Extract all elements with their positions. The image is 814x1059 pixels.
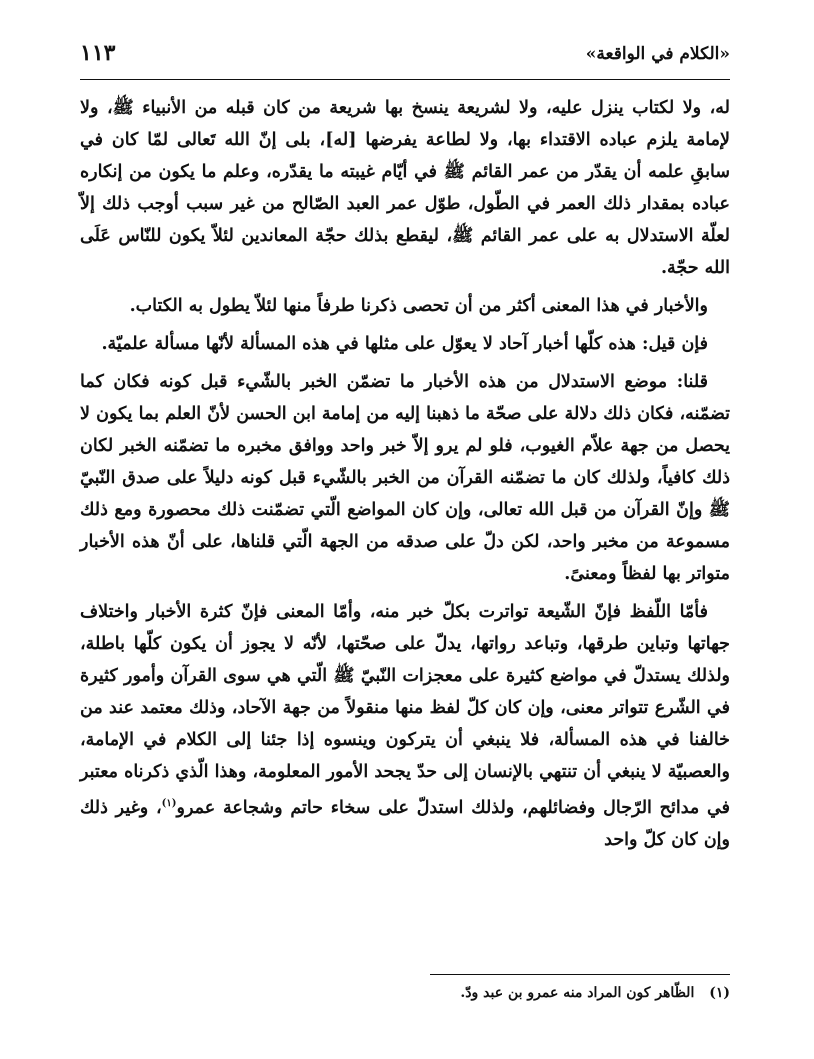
paragraph: له، ولا لكتاب ينزل عليه، ولا لشريعة ينسخ بها شريعة من كان قبله من الأنبياء ﷺ، ولا لإمامة يلزم عباده الاقتداء بها، ولا لطاعة يفرضها [له]، بلى إنّ الله تَعالى لمّا كان في سابقِ علمه أن يقدّر من عمر القائم ﷺ في أيّام غيبته ما يقدّره، وعلم ما يكون من إنكاره عباده بمقدار ذلك العمر في الطّول، طوّل عمر العبد الصّالح من غير سبب أوجب ذلك إلاّ لعلّة الاستدلال به على عمر القائم ﷺ، ليقطع بذلك حجّة المعاندين لئلاّ يكون للنّاس عَلَى الله حجّة. xyxy=(80,98,730,278)
footnote-text: الظّاهر كون المراد منه عمرو بن عبد ودّ. xyxy=(460,985,695,1001)
footnote xyxy=(80,985,730,1001)
main-text xyxy=(80,92,730,862)
header-divider xyxy=(80,79,730,80)
paragraph: قلنا: موضع الاستدلال من هذه الأخبار ما تضمّن الخبر بالشّيء قبل كونه فكان كما تضمّنه، فكان ذلك دلالة على صحّة ما ذهبنا إليه من إمامة ابن الحسن لأنّ العلم بما يكون لا يحصل من جهة علاّم الغيوب، فلو لم يرو إلاّ خبر واحد ووافق مخبره ما تضمّنه الخبر لكان ذلك كافياً، ولذلك كان ما تضمّنه القرآن من الخبر بالشّيء قبل كونه دليلاً على صدق النّبيّ ﷺ وإنّ القرآن من قبل الله تعالى، وإن كان المواضع الّتي تضمّنت ذلك محصورة ومع ذلك مسموعة من مخبر واحد، لكن دلّ على صدقه من الجهة الّتي قلناها، على أنّ هذه الأخبار متواتر بها لفظاً ومعنىً. xyxy=(80,372,730,584)
footnote-reference[interactable]: (١) xyxy=(161,798,177,809)
running-title: «الكلام في الواقعة» xyxy=(585,44,730,64)
page-header xyxy=(80,40,730,78)
footnote-number: (١) xyxy=(709,985,730,1001)
page-number: ١١٣ xyxy=(80,40,116,66)
paragraph: فإن قيل: هذه كلّها أخبار آحاد لا يعوّل على مثلها في هذه المسألة لأنّها مسألة علميّة. xyxy=(101,334,708,354)
paragraph xyxy=(80,596,730,856)
paragraph-text: فأمّا اللّفظ فإنّ الشّيعة تواترت بكلّ خبر منه، وأمّا المعنى فإنّ كثرة الأخبار واختلاف جهاتها وتباين طرقها، وتباعد رواتها، يدلّ على صحّتها، لأنّه لا يجوز أن يكون كلّها باطلة، ولذلك يستدلّ في مواضع كثيرة على معجزات النّبيّ ﷺ الّتي هي سوى القرآن وأمور كثيرة في الشّرع تتواتر معنى، وإن كان كلّ لفظ منها منقولاً من جهة الآحاد، وذلك معتمد عند من خالفنا في هذه المسألة، فلا ينبغي أن يتركون وينسوه إذا جئنا إلى الكلام في الإمامة، والعصبيّة لا ينبغي أن تنتهي بالإنسان إلى حدّ يجحد الأمور المعلومة، وهذا الّذي ذكرناه معتبر في مدائح الرّجال وفضائلهم، ولذلك استدلّ على سخاء حاتم وشجاعة عمرو xyxy=(80,602,731,818)
paragraph: والأخبار في هذا المعنى أكثر من أن تحصى ذكرنا طرفاً منها لئلاّ يطول به الكتاب. xyxy=(129,296,708,316)
footnote-divider xyxy=(430,974,730,975)
paragraph-text-continued: ، وغير ذلك وإن كان كلّ واحد xyxy=(80,797,730,850)
